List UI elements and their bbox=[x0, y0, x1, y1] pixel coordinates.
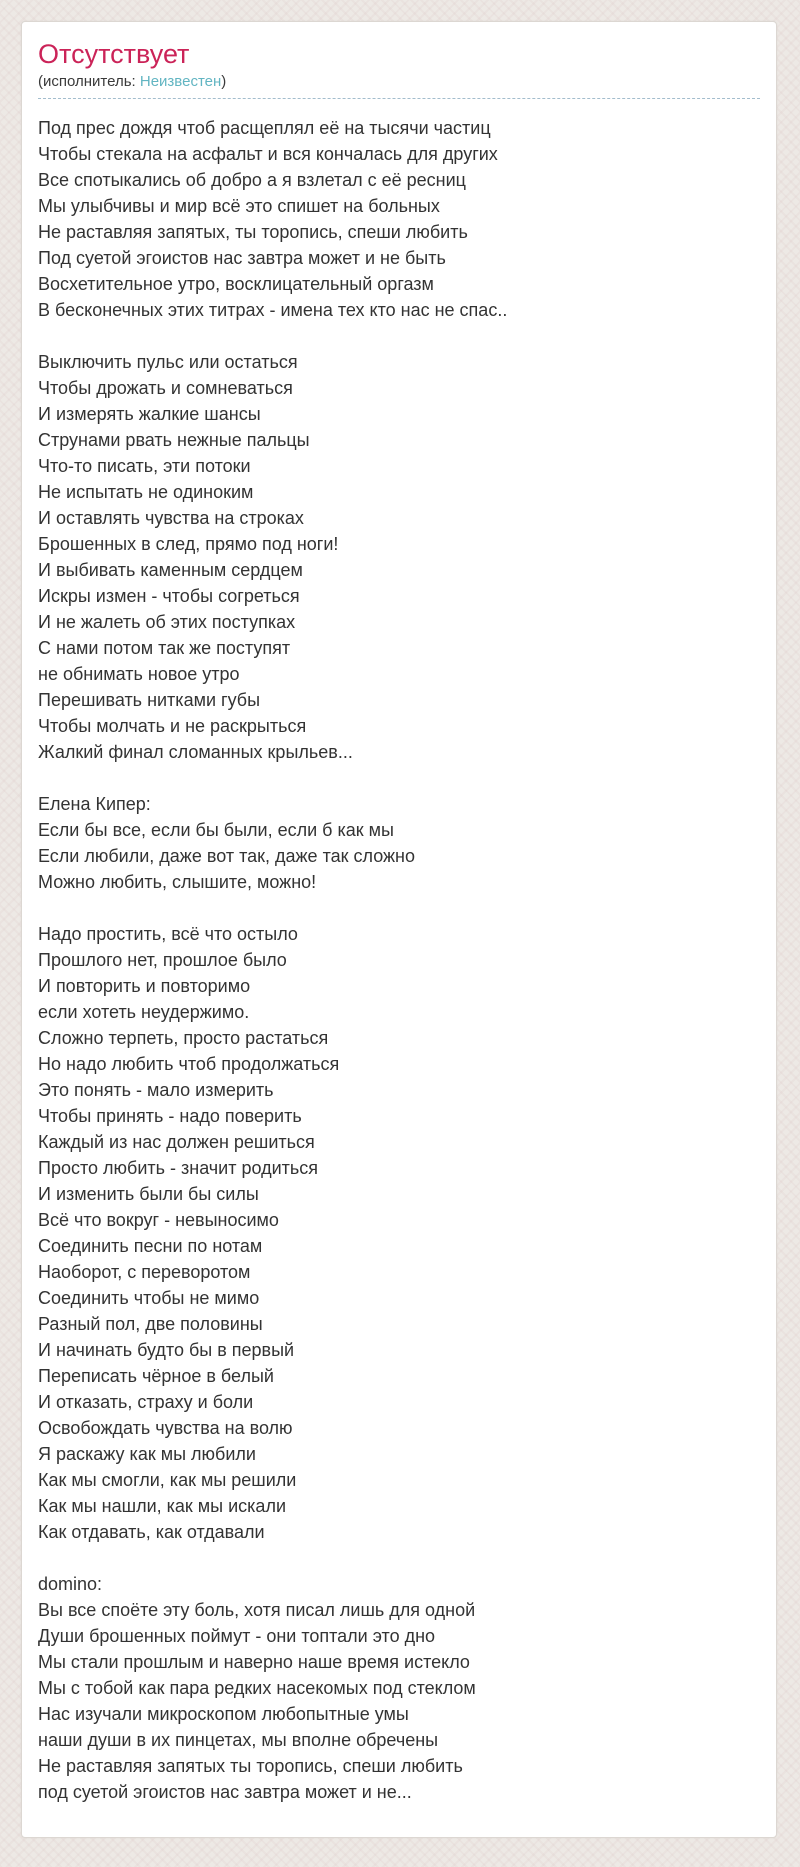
artist-line bbox=[38, 72, 760, 92]
lyrics-stanza: Надо простить, всё что остыло Прошлого нет, прошлое было И повторить и повторимо если хотеть неудержимо. Сложно терпеть, просто растаться Но надо любить чтоб продолжаться Это понять - мало измерить Чтобы принять - надо поверить Каждый из нас должен решиться Просто любить - значит родиться И изменить были бы силы Всё что вокруг - невыносимо Соединить песни по нотам Наоборот, с переворотом Соединить чтобы не мимо Разный пол, две половины И начинать будто бы в первый Переписать чёрное в белый И отказать, страху и боли Освобождать чувства на волю Я раскажу как мы любили Как мы смогли, как мы решили Как мы нашли, как мы искали Как отдавать, как отдавали bbox=[38, 923, 340, 1542]
dashed-divider bbox=[38, 98, 760, 99]
lyrics-stanza: Выключить пульс или остаться Чтобы дрожать и сомневаться И измерять жалкие шансы Струнами рвать нежные пальцы Что-то писать, эти потоки Не испытать не одиноким И оставлять чувства на строках Брошенных в след, прямо под ноги! И выбивать каменным сердцем Искры измен - чтобы согреться И не жалеть об этих поступках С нами потом так же поступят не обнимать новое утро Перешивать нитками губы Чтобы молчать и не раскрыться Жалкий финал сломанных крыльев... bbox=[38, 351, 353, 762]
song-title: Отсутствует bbox=[38, 39, 190, 69]
lyrics-text bbox=[38, 115, 760, 1805]
artist-link[interactable]: Неизвестен bbox=[139, 73, 222, 91]
lyrics-stanza: domino: Вы все споёте эту боль, хотя писал лишь для одной Души брошенных поймут - они топтали это дно Мы стали прошлым и наверно наше время истекло Мы с тобой как пара редких насекомых под стеклом Нас изучали микроскопом любопытные умы наши души в их пинцетах, мы вполне обречены Не раставляя запятых ты торопись, спеши любить под суетой эгоистов нас завтра может и не... bbox=[38, 1573, 476, 1802]
page-background bbox=[0, 21, 800, 1867]
lyrics-card bbox=[21, 21, 777, 1838]
lyrics-stanza: Под прес дождя чтоб расщеплял её на тысячи частиц Чтобы стекала на асфальт и вся кончалась для других Все спотыкались об добро а я взлетал с её ресниц Мы улыбчивы и мир всё это спишет на больных Не раставляя запятых, ты торопись, спеши любить Под суетой эгоистов нас завтра может и не быть Восхетительное утро, восклицательный оргазм В бесконечных этих титрах - имена тех кто нас не спас.. bbox=[38, 117, 508, 320]
artist-label-suffix: ) bbox=[221, 73, 227, 91]
artist-label-prefix: (исполнитель: bbox=[38, 73, 140, 91]
lyrics-stanza: Елена Кипер: Если бы все, если бы были, если б как мы Если любили, даже вот так, даже так сложно Можно любить, слышите, можно! bbox=[38, 793, 416, 892]
